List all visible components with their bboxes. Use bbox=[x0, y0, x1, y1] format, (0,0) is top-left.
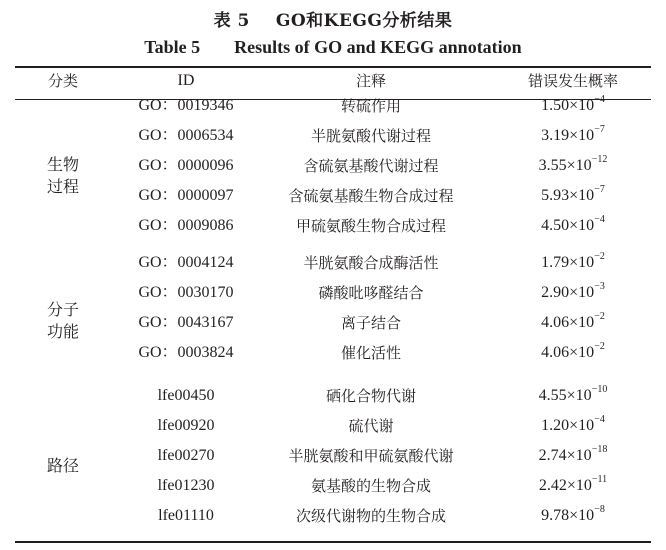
fdr-exponent: −2 bbox=[594, 311, 605, 322]
cell-annotation: 半胱氨酸代谢过程 bbox=[310, 127, 431, 145]
table-title-english bbox=[0, 37, 666, 58]
header-annotation: 注释 bbox=[355, 72, 386, 90]
cell-annotation: 转硫作用 bbox=[340, 97, 401, 115]
table-label-cn: 表 5 bbox=[213, 11, 250, 31]
table-label-en: Table 5 bbox=[144, 37, 201, 57]
fdr-mantissa: 1.50 bbox=[541, 97, 570, 114]
cell-id: GO：0003824 bbox=[138, 344, 234, 361]
fdr-mantissa: 3.19 bbox=[541, 127, 570, 144]
fdr-times-ten: ×10 bbox=[569, 314, 595, 331]
cell-id: GO：0006534 bbox=[138, 127, 234, 144]
category-biological-process bbox=[17, 154, 109, 198]
fdr-times-ten: ×10 bbox=[569, 344, 595, 361]
cell-annotation: 磷酸吡哆醛结合 bbox=[318, 284, 424, 302]
fdr-exponent: −8 bbox=[594, 504, 605, 515]
fdr-times-ten: ×10 bbox=[566, 477, 592, 494]
fdr-exponent: −4 bbox=[594, 414, 605, 425]
cell-id: GO：0009086 bbox=[138, 217, 234, 234]
cell-annotation: 含硫氨基酸生物合成过程 bbox=[288, 187, 454, 205]
fdr-exponent: −7 bbox=[594, 184, 605, 195]
cell-id: lfe01230 bbox=[157, 477, 215, 494]
fdr-mantissa: 4.50 bbox=[541, 217, 570, 234]
fdr-exponent: −2 bbox=[594, 341, 605, 352]
cell-fdr bbox=[505, 96, 641, 116]
top-rule bbox=[15, 66, 651, 68]
cell-fdr bbox=[505, 126, 641, 146]
cell-fdr bbox=[505, 343, 641, 363]
cell-id: GO：0004124 bbox=[138, 254, 234, 271]
cell-annotation: 半胱氨酸和甲硫氨酸代谢 bbox=[288, 447, 454, 465]
category-molecular-function bbox=[17, 299, 109, 343]
category-line: 分子 bbox=[46, 300, 79, 319]
fdr-mantissa: 4.06 bbox=[541, 344, 570, 361]
fdr-exponent: −4 bbox=[594, 214, 605, 225]
category-line: 生物 bbox=[46, 155, 79, 174]
cell-annotation: 半胱氨酸合成酶活性 bbox=[303, 254, 439, 272]
cell-id: GO：0019346 bbox=[138, 97, 234, 114]
fdr-exponent: −2 bbox=[594, 251, 605, 262]
cell-id: lfe00450 bbox=[157, 387, 215, 404]
cell-fdr bbox=[505, 416, 641, 436]
cell-fdr bbox=[505, 476, 641, 496]
cell-annotation: 氨基酸的生物合成 bbox=[310, 477, 431, 495]
header-id: ID bbox=[177, 72, 195, 89]
cell-fdr bbox=[505, 283, 641, 303]
table-title-text-cn: GO和KEGG分析结果 bbox=[275, 11, 453, 31]
fdr-mantissa: 1.79 bbox=[541, 254, 570, 271]
cell-annotation: 次级代谢物的生物合成 bbox=[295, 507, 446, 525]
cell-fdr bbox=[505, 156, 641, 176]
fdr-exponent: −11 bbox=[591, 474, 608, 485]
fdr-times-ten: ×10 bbox=[569, 254, 595, 271]
fdr-mantissa: 3.55 bbox=[538, 157, 567, 174]
category-line: 路径 bbox=[46, 456, 79, 475]
fdr-mantissa: 1.20 bbox=[541, 417, 570, 434]
fdr-exponent: −12 bbox=[591, 154, 608, 165]
fdr-times-ten: ×10 bbox=[569, 217, 595, 234]
fdr-exponent: −10 bbox=[591, 384, 608, 395]
cell-id: lfe01110 bbox=[158, 507, 214, 524]
cell-annotation: 催化活性 bbox=[340, 344, 401, 362]
fdr-exponent: −18 bbox=[591, 444, 608, 455]
fdr-mantissa: 2.74 bbox=[538, 447, 567, 464]
cell-fdr bbox=[505, 386, 641, 406]
fdr-mantissa: 4.06 bbox=[541, 314, 570, 331]
fdr-times-ten: ×10 bbox=[566, 387, 592, 404]
category-line: 过程 bbox=[46, 177, 79, 196]
cell-id: GO：0000097 bbox=[138, 187, 234, 204]
category-line: 功能 bbox=[46, 322, 79, 341]
cell-fdr bbox=[505, 446, 641, 466]
cell-annotation: 硒化合物代谢 bbox=[325, 387, 416, 405]
header-category: 分类 bbox=[47, 72, 78, 90]
cell-id: lfe00270 bbox=[157, 447, 215, 464]
cell-fdr bbox=[505, 253, 641, 273]
cell-id: lfe00920 bbox=[157, 417, 215, 434]
cell-fdr bbox=[505, 216, 641, 236]
fdr-exponent: −7 bbox=[594, 124, 605, 135]
table-title-chinese bbox=[0, 6, 666, 31]
cell-annotation: 硫代谢 bbox=[348, 417, 394, 435]
fdr-mantissa: 5.93 bbox=[541, 187, 570, 204]
fdr-times-ten: ×10 bbox=[569, 417, 595, 434]
cell-fdr bbox=[505, 186, 641, 206]
fdr-times-ten: ×10 bbox=[566, 157, 592, 174]
cell-fdr bbox=[505, 313, 641, 333]
category-pathway bbox=[17, 455, 109, 477]
table-title-text-en: Results of GO and KEGG annotation bbox=[234, 37, 522, 57]
fdr-times-ten: ×10 bbox=[566, 447, 592, 464]
cell-annotation: 离子结合 bbox=[340, 314, 401, 332]
fdr-mantissa: 2.90 bbox=[541, 284, 570, 301]
cell-annotation: 甲硫氨酸生物合成过程 bbox=[295, 217, 446, 235]
fdr-exponent: −4 bbox=[594, 94, 605, 105]
cell-id: GO：0030170 bbox=[138, 284, 234, 301]
fdr-times-ten: ×10 bbox=[569, 284, 595, 301]
cell-annotation: 含硫氨基酸代谢过程 bbox=[303, 157, 439, 175]
header-fdr: 错误发生概率 bbox=[527, 72, 618, 90]
fdr-mantissa: 2.42 bbox=[538, 477, 567, 494]
cell-fdr bbox=[505, 506, 641, 526]
fdr-times-ten: ×10 bbox=[569, 97, 595, 114]
fdr-times-ten: ×10 bbox=[569, 187, 595, 204]
fdr-times-ten: ×10 bbox=[569, 507, 595, 524]
fdr-exponent: −3 bbox=[594, 281, 605, 292]
fdr-mantissa: 9.78 bbox=[541, 507, 570, 524]
fdr-times-ten: ×10 bbox=[569, 127, 595, 144]
cell-id: GO：0043167 bbox=[138, 314, 234, 331]
cell-id: GO：0000096 bbox=[138, 157, 234, 174]
fdr-mantissa: 4.55 bbox=[538, 387, 567, 404]
bottom-rule bbox=[15, 541, 651, 543]
